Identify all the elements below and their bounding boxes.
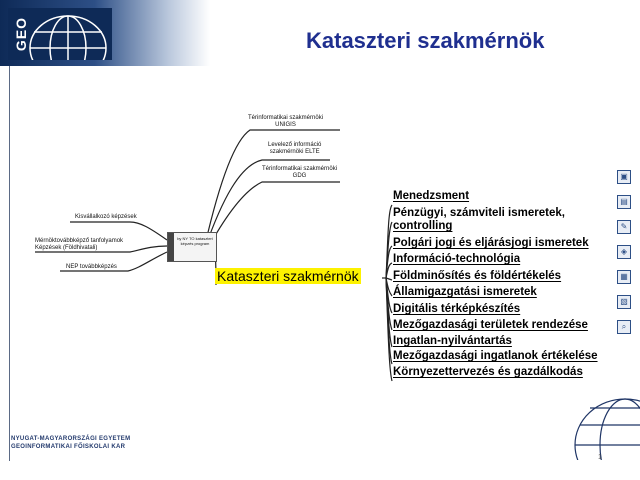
top-node-3 (262, 166, 337, 180)
document-icon[interactable]: ▤ (617, 195, 631, 209)
logo-text: GEO (13, 16, 30, 52)
top-node-3-line1: Térinformatikai szakmérnöki (262, 166, 338, 172)
top-node-3-line2: GDG (292, 173, 307, 179)
map-icon[interactable]: ◈ (617, 245, 631, 259)
branch-8: Mezőgazdasági területek rendezése (393, 319, 588, 331)
top-node-1 (248, 115, 323, 129)
book-node (167, 232, 217, 262)
branch-5: Földminősítés és földértékelés (393, 270, 562, 282)
left-node-2-line1: Mérnöktovábbképző tanfolyamok (35, 238, 124, 244)
footer-university: NYUGAT-MAGYARORSZÁGI EGYETEM (11, 436, 131, 442)
top-node-1-line1: Térinformatikai szakmérnöki (248, 115, 324, 121)
chart-icon[interactable]: ▧ (617, 295, 631, 309)
edit-icon[interactable]: ✎ (617, 220, 631, 234)
branch-10: Mezőgazdasági ingatlanok értékelése (393, 350, 598, 362)
book-spine (168, 233, 174, 261)
connector-top-3 (207, 182, 340, 250)
left-node-1-line1: Kisvállalkozó képzések (75, 214, 137, 220)
branch-11: Környezettervezés és gazdálkodás (393, 366, 583, 378)
page-title: Kataszteri szakmérnök (306, 28, 545, 53)
branch-9: Ingatlan-nyilvántartás (393, 335, 512, 347)
branch-2: controlling (393, 220, 453, 232)
central-node: Kataszteri szakmérnök (217, 268, 359, 284)
branch-4: Információ-technológia (393, 253, 521, 265)
left-node-1 (75, 214, 137, 221)
branch-6: Államigazgatási ismeretek (393, 286, 537, 298)
book-label: by NY TO kataszteri képzés program (177, 236, 213, 246)
search-icon[interactable]: ⌕ (617, 320, 631, 334)
slide-icon[interactable]: ▣ (617, 170, 631, 184)
footer-faculty: GEOINFORMATIKAI FŐISKOLAI KAR (11, 444, 126, 450)
page-number: 1 (598, 454, 602, 461)
top-node-2 (268, 142, 321, 156)
branch-1: Pénzügyi, számviteli ismeretek, (393, 207, 565, 219)
left-node-2-line2: Képzések (Földhivatali) (35, 245, 98, 251)
top-node-1-line2: UNIGIS (275, 122, 296, 128)
top-node-2-line1: Levelező információ (268, 142, 322, 148)
branch-3: Polgári jogi és eljárásjogi ismeretek (393, 237, 589, 249)
grid-icon[interactable]: ▦ (617, 270, 631, 284)
left-node-3-line1: NEP továbbképzés (66, 264, 117, 270)
side-icon-bar (617, 170, 633, 345)
left-node-2 (35, 238, 123, 252)
footer-globe-icon (560, 380, 640, 460)
top-node-2-line2: szakmérnöki ELTE (269, 149, 320, 155)
left-node-3 (66, 264, 117, 271)
branch-0: Menedzsment (393, 190, 470, 202)
branch-7: Digitális térképkészítés (393, 303, 521, 315)
